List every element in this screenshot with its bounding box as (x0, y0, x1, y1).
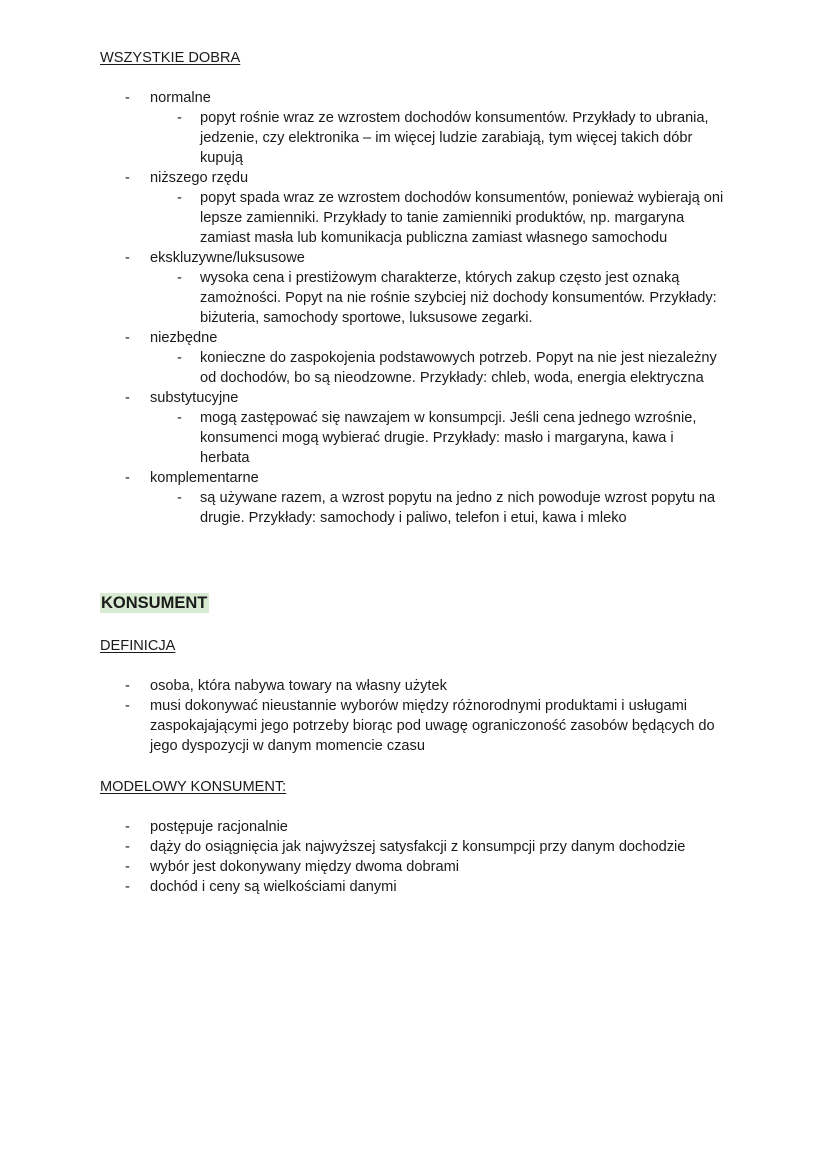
goods-type-description-text: mogą zastępować się nawzajem w konsumpcji. Jeśli cena jednego wzrośnie, konsumenci mogą wybierać drugie. Przykłady: masło i margaryna, kawa i herbata (200, 410, 697, 466)
goods-type-item-text: niezbędne (150, 330, 218, 346)
goods-type-item-text: komplementarne (150, 470, 259, 486)
goods-type-description (100, 348, 725, 388)
bullet-dash: - (125, 859, 130, 875)
goods-type-item (100, 328, 725, 348)
bullet-dash: - (125, 470, 130, 486)
bullet-dash: - (125, 170, 130, 186)
goods-type-description (100, 488, 725, 528)
goods-type-description (100, 268, 725, 328)
bullet-dash: - (177, 490, 182, 506)
goods-list (100, 88, 725, 528)
bullet-dash: - (177, 190, 182, 206)
definition-item-text: musi dokonywać nieustannie wyborów między różnorodnymi produktami i usługami zaspokajającymi jego potrzeby biorąc pod uwagę ograniczoność zasobów będących do jego dyspozycji w danym momencie czasu (150, 698, 715, 754)
model-consumer-item (100, 837, 725, 857)
goods-type-description-text: popyt rośnie wraz ze wzrostem dochodów konsumentów. Przykłady to ubrania, jedzenie, czy elektronika – im więcej ludzie zarabiają, tym więcej takich dóbr kupują (200, 110, 709, 166)
definition-heading: DEFINICJA (100, 638, 176, 654)
bullet-dash: - (177, 410, 182, 426)
definition-item (100, 696, 725, 756)
goods-type-description (100, 408, 725, 468)
consumer-title (100, 593, 209, 614)
bullet-dash: - (177, 350, 182, 366)
model-consumer-list (100, 817, 725, 897)
goods-type-item (100, 168, 725, 188)
bullet-dash: - (125, 90, 130, 106)
goods-type-item (100, 468, 725, 488)
goods-type-item-text: normalne (150, 90, 211, 106)
goods-type-item-text: substytucyjne (150, 390, 239, 406)
model-consumer-item (100, 877, 725, 897)
model-consumer-item (100, 817, 725, 837)
bullet-dash: - (125, 390, 130, 406)
definition-list (100, 676, 725, 756)
goods-type-description-text: popyt spada wraz ze wzrostem dochodów konsumentów, ponieważ wybierają oni lepsze zamienniki. Przykłady to tanie zamienniki produktów, np. margaryna zamiast masła lub komunikacja publiczna zamiast własnego samochodu (200, 190, 724, 246)
goods-type-item (100, 248, 725, 268)
bullet-dash: - (177, 110, 182, 126)
model-consumer-item (100, 857, 725, 877)
bullet-dash: - (125, 839, 130, 855)
bullet-dash: - (125, 879, 130, 895)
bullet-dash: - (177, 270, 182, 286)
bullet-dash: - (125, 678, 130, 694)
goods-type-description-text: wysoka cena i prestiżowym charakterze, których zakup często jest oznaką zamożności. Popyt na nie rośnie szybciej niż dochody konsumentów. Przykłady: biżuteria, samochody sportowe, luksusowe zegarki. (200, 270, 717, 326)
definition-item-text: osoba, która nabywa towary na własny użytek (150, 678, 447, 694)
bullet-dash: - (125, 250, 130, 266)
goods-type-item-text: niższego rzędu (150, 170, 249, 186)
bullet-dash: - (125, 698, 130, 714)
bullet-dash: - (125, 330, 130, 346)
goods-type-item-text: ekskluzywne/luksusowe (150, 250, 305, 266)
definition-item (100, 676, 725, 696)
bullet-dash: - (125, 819, 130, 835)
goods-type-item (100, 388, 725, 408)
goods-type-item (100, 88, 725, 108)
goods-type-description-text: są używane razem, a wzrost popytu na jedno z nich powoduje wzrost popytu na drugie. Przykłady: samochody i paliwo, telefon i etui, kawa i mleko (200, 490, 716, 526)
model-consumer-item-text: postępuje racjonalnie (150, 819, 288, 835)
model-consumer-heading: MODELOWY KONSUMENT: (100, 779, 287, 795)
model-consumer-item-text: dąży do osiągnięcia jak najwyższej satysfakcji z konsumpcji przy danym dochodzie (150, 839, 686, 855)
consumer-title-text: KONSUMENT (101, 594, 208, 612)
goods-type-description-text: konieczne do zaspokojenia podstawowych potrzeb. Popyt na nie jest niezależny od dochodów, bo są nieodzowne. Przykłady: chleb, woda, energia elektryczna (200, 350, 717, 386)
model-consumer-item-text: wybór jest dokonywany między dwoma dobrami (150, 859, 460, 875)
goods-type-description (100, 108, 725, 168)
goods-type-description (100, 188, 725, 248)
model-consumer-item-text: dochód i ceny są wielkościami danymi (150, 879, 397, 895)
goods-heading: WSZYSTKIE DOBRA (100, 50, 241, 66)
